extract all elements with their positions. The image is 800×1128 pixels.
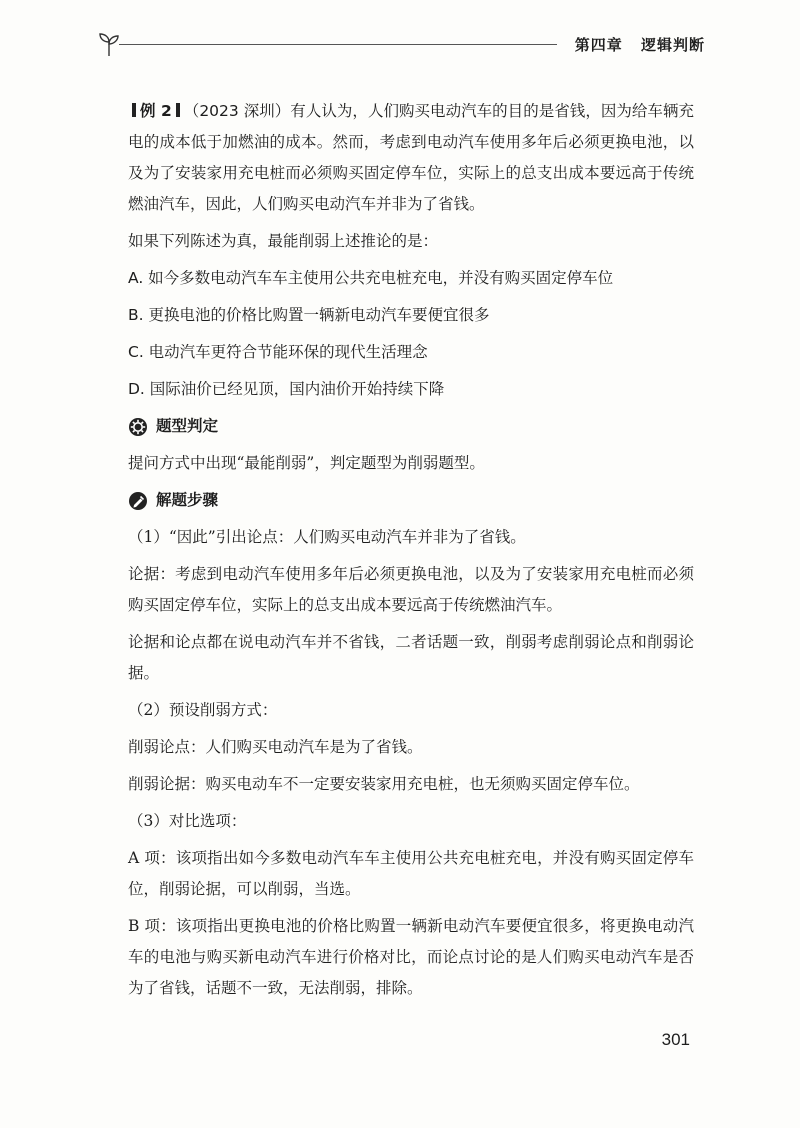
page-header — [95, 24, 705, 64]
pen-tool-icon — [128, 491, 148, 511]
step-paragraph: 削弱论点：人们购买电动汽车是为了省钱。 — [128, 738, 423, 756]
chapter-number: 第四章 — [574, 36, 623, 54]
step-paragraph: 论据：考虑到电动汽车使用多年后必须更换电池，以及为了安装家用充电桩而必须购买固定停车位，实际上的总支出成本要远高于传统燃油汽车。 — [128, 565, 694, 614]
section-type-heading — [128, 411, 694, 442]
example-question: 如果下列陈述为真，最能削弱上述推论的是： — [128, 232, 439, 250]
example-stem-text: （2023 深圳）有人认为，人们购买电动汽车的目的是省钱，因为给车辆充电的成本低于加燃油的成本。然而，考虑到电动汽车使用多年后必须更换电池，以及为了安装家用充电桩而必须购买固定停车位，实际上的总支出成本要远高于传统燃油汽车，因此，人们购买电动汽车并非为了省钱。 — [128, 102, 694, 213]
example-label: 例 2 — [140, 102, 172, 120]
header-rule — [119, 44, 557, 45]
page-content — [128, 96, 694, 1010]
step-paragraph: B 项：该项指出更换电池的价格比购置一辆新电动汽车要便宜很多，将更换电动汽车的电池与购买新电动汽车进行价格对比，而论点讨论的是人们购买电动汽车是否为了省钱，话题不一致，无法削弱，排除。 — [128, 917, 694, 997]
section-steps-heading — [128, 485, 694, 516]
option-a: A. 如今多数电动汽车车主使用公共充电桩充电，并没有购买固定停车位 — [128, 269, 614, 287]
step-paragraph: 削弱论据：购买电动车不一定要安装家用充电桩，也无须购买固定停车位。 — [128, 775, 640, 793]
step-paragraph: （2）预设削弱方式： — [128, 701, 278, 719]
section-type-text: 提问方式中出现“最能削弱”，判定题型为削弱题型。 — [128, 454, 485, 472]
option-c: C. 电动汽车更符合节能环保的现代生活理念 — [128, 343, 428, 361]
example-stem — [128, 96, 694, 220]
section-steps-title: 解题步骤 — [156, 491, 219, 509]
section-type-title: 题型判定 — [156, 417, 219, 435]
step-paragraph: A 项：该项指出如今多数电动汽车车主使用公共充电桩充电，并没有购买固定停车位，削弱论据，可以削弱，当选。 — [128, 849, 694, 898]
gear-icon — [128, 417, 148, 437]
step-paragraph: （1）“因此”引出论点：人们购买电动汽车并非为了省钱。 — [128, 528, 526, 546]
chapter-heading — [575, 34, 705, 55]
page-number: 301 — [661, 1030, 690, 1049]
example-tag — [128, 102, 184, 120]
step-paragraph: （3）对比选项： — [128, 812, 247, 830]
option-d: D. 国际油价已经见顶，国内油价开始持续下降 — [128, 380, 445, 398]
step-paragraph: 论据和论点都在说电动汽车并不省钱，二者话题一致，削弱考虑削弱论点和削弱论据。 — [128, 633, 694, 682]
chapter-title: 逻辑判断 — [640, 36, 705, 54]
option-b: B. 更换电池的价格比购置一辆新电动汽车要便宜很多 — [128, 306, 490, 324]
